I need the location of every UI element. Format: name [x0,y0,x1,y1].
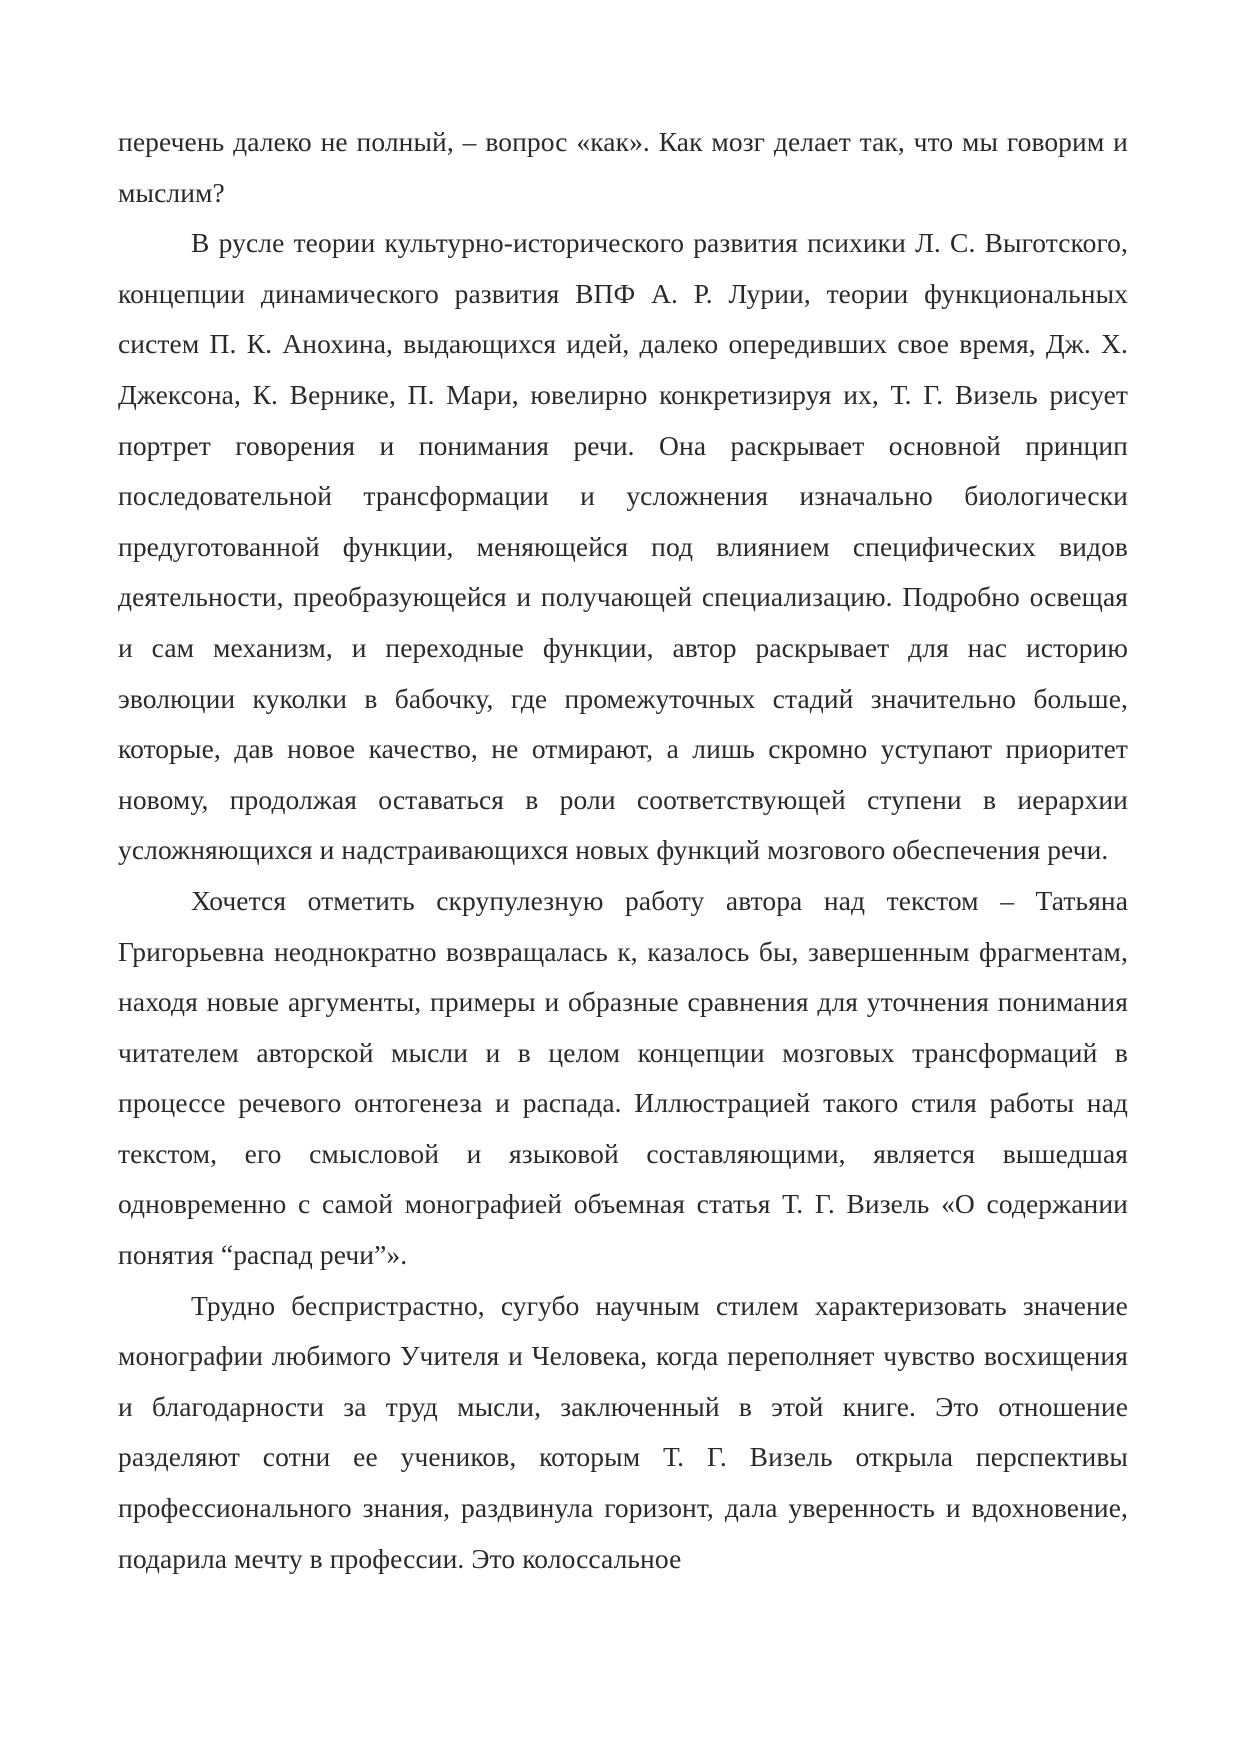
paragraph: Хочется отметить скрупулезную работу автора над текстом – Татьяна Григорьевна неоднократно возвращалась к, казалось бы, завершенным фрагментам, находя новые аргументы, примеры и образные сравнения для уточнения понимания читателем авторской мысли и в целом концепции мозговых трансформаций в процессе речевого онтогенеза и распада. Иллюстрацией такого стиля работы над текстом, его смысловой и языковой составляющими, является вышедшая одновременно с самой монографией объемная статья Т. Г. Визель «О содержании понятия “распад речи”». [118,884,1128,1271]
paragraph: Трудно беспристрастно, сугубо научным стилем характеризовать значение монографии любимого Учителя и Человека, когда переполняет чувство восхищения и благодарности за труд мысли, заключенный в этой книге. Это отношение разделяют сотни ее учеников, которым Т. Г. Визель открыла перспективы профессионального знания, раздвинула горизонт, дала уверенность и вдохновение, подарила мечту в профессии. Это колоссальное [118,1289,1128,1574]
paragraph-continued: перечень далеко не полный, – вопрос «как». Как мозг делает так, что мы говорим и мыслим? [118,126,1128,208]
paragraph: В русле теории культурно-исторического развития психики Л. С. Выготского, концепции динамического развития ВПФ А. Р. Лурии, теории функциональных систем П. К. Анохина, выдающихся идей, далеко опередивших свое время, Дж. Х. Джексона, К. Вернике, П. Мари, ювелирно конкретизируя их, Т. Г. Визель рисует портрет говорения и понимания речи. Она раскрывает основной принцип последовательной трансформации и усложнения изначально биологически предуготованной функции, меняющейся под влиянием специфических видов деятельности, преобразующейся и получающей специализацию. Подробно освещая и сам механизм, и переходные функции, автор раскрывает для нас историю эволюции куколки в бабочку, где промежуточных стадий значительно больше, которые, дав новое качество, не отмирают, а лишь скромно уступают приоритет новому, продолжая оставаться в роли соответствующей ступени в иерархии усложняющихся и надстраивающихся новых функций мозгового обеспечения речи. [118,227,1128,866]
document-body [118,117,1128,1584]
